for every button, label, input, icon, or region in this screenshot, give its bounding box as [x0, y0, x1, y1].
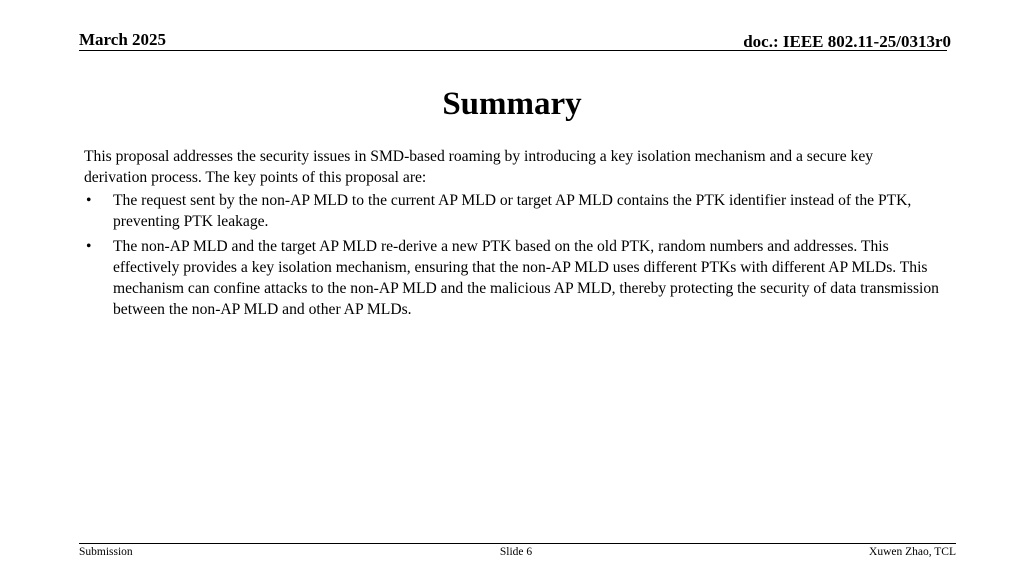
- intro-paragraph: This proposal addresses the security issues in SMD-based roaming by introducing a key isolation mechanism and a secure key derivation process. The key points of this proposal are:: [84, 148, 874, 186]
- bullet-marker: •: [86, 238, 92, 255]
- slide-header-date: March 2025: [79, 30, 167, 49]
- bullet-item: [84, 236, 939, 320]
- footer-submission: Submission: [79, 546, 133, 558]
- footer-slide-number: Slide 6: [499, 546, 533, 558]
- slide-title: Summary: [442, 86, 582, 122]
- slide-body: [84, 146, 939, 324]
- bullet-item: [84, 190, 939, 232]
- bullet-marker: •: [86, 192, 92, 209]
- bullet-text: The non-AP MLD and the target AP MLD re-derive a new PTK based on the old PTK, random numbers and addresses. This effectively provides a key isolation mechanism, ensuring that the non-AP MLD uses different PTKs with different AP MLDs. This mechanism can confine attacks to the non-AP MLD and the malicious AP MLD, thereby protecting the security of data transmission between the non-AP MLD and other AP MLDs.: [113, 238, 939, 318]
- slide-header-doc-id: doc.: IEEE 802.11-25/0313r0: [743, 32, 951, 51]
- footer-author: Xuwen Zhao, TCL: [869, 546, 956, 558]
- header-divider: [79, 50, 947, 51]
- bullet-text: The request sent by the non-AP MLD to the current AP MLD or target AP MLD contains the PTK identifier instead of the PTK, preventing PTK leakage.: [113, 192, 912, 230]
- footer-divider: [79, 543, 956, 544]
